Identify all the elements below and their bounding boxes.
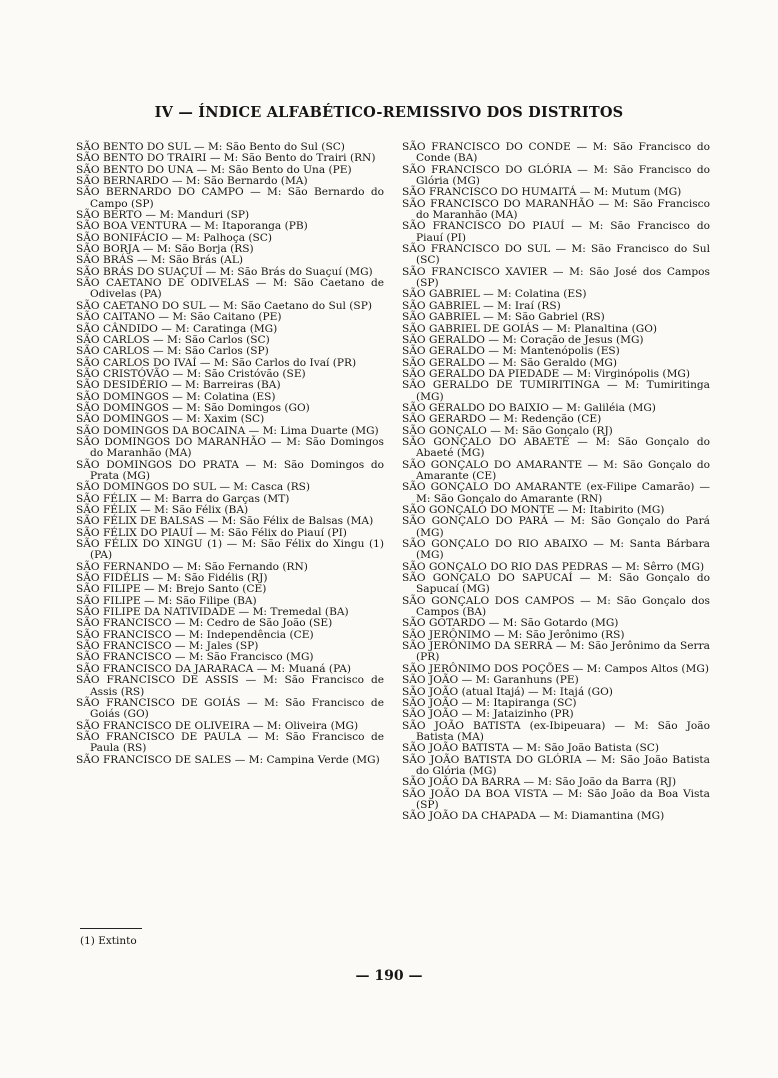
index-entry: SÃO JERÔNIMO DOS POÇÕES — M: Campos Altos (MG): [402, 662, 709, 675]
index-entry: SÃO GABRIEL — M: Colatina (ES): [402, 288, 587, 301]
index-entry: SÃO JOÃO BATISTA (ex-Ibipeuara) — M: São João Batista (MA): [402, 719, 710, 743]
index-entry: SÃO JOÃO BATISTA DO GLÓRIA — M: São João Batista do Glória (MG): [402, 753, 710, 777]
index-entry: SÃO BERNARDO DO CAMPO — M: São Bernardo do Campo (SP): [76, 186, 384, 210]
index-entry: SÃO JOÃO DA BOA VISTA — M: São João da Boa Vista (SP): [402, 787, 710, 811]
index-entry: SÃO FILIPE DA NATIVIDADE — M: Tremedal (BA): [76, 606, 349, 619]
right-column: [402, 142, 710, 823]
index-entry: SÃO DOMINGOS DO PRATA — M: São Domingos do Prata (MG): [76, 458, 384, 482]
index-entry: SÃO DOMINGOS DO SUL — M: Casca (RS): [76, 481, 311, 494]
index-entry: SÃO FRANCISCO — M: São Francisco (MG): [76, 651, 314, 664]
left-column: [76, 142, 384, 766]
index-entry: SÃO BRÁS DO SUAÇUÍ — M: São Brás do Suaçuí (MG): [76, 265, 373, 278]
index-entry: SÃO FRANCISCO DO SUL — M: São Francisco do Sul (SC): [402, 243, 710, 267]
page-header: IV — ÍNDICE ALFABÉTICO-REMISSIVO DOS DISTRITOS: [154, 104, 624, 121]
index-entry: SÃO FRANCISCO DE SALES — M: Campina Verde (MG): [76, 753, 380, 766]
index-entry: SÃO FRANCISCO — M: Cedro de São João (SE): [76, 617, 333, 630]
index-entry: SÃO DOMINGOS DO MARANHÃO — M: São Domingos do Maranhão (MA): [76, 435, 384, 460]
index-entry: SÃO FÉLIX DO PIAUÍ — M: São Félix do Piauí (PI): [76, 526, 347, 539]
index-entry: SÃO BORJA — M: São Borja (RS): [76, 243, 254, 256]
index-entry: SÃO FERNANDO — M: São Fernando (RN): [76, 560, 308, 573]
index-entry: SÃO FILIPE — M: São Filipe (BA): [76, 594, 257, 607]
index-entry: SÃO FRANCISCO DE ASSIS — M: São Francisco de Assis (RS): [76, 674, 384, 698]
index-entry: SÃO BENTO DO TRAIRI — M: São Bento do Trairi (RN): [76, 152, 376, 165]
index-entry: SÃO GERALDO DA PIEDADE — M: Virginópolis (MG): [402, 367, 691, 380]
index-entry: SÃO JOÃO — M: Garanhuns (PE): [402, 674, 579, 687]
index-entry: SÃO CAITANO — M: São Caitano (PE): [76, 311, 282, 324]
index-entry: SÃO FRANCISCO DA JARARACA — M: Muaná (PA): [76, 662, 352, 675]
index-entry: SÃO GERALDO — M: Coração de Jesus (MG): [402, 333, 644, 346]
index-entry: SÃO GABRIEL DE GOIÁS — M: Planaltina (GO): [402, 322, 658, 335]
index-entry: SÃO GERALDO — M: Mantenópolis (ES): [402, 345, 620, 358]
index-entry: SÃO GABRIEL — M: Iraí (RS): [402, 299, 561, 312]
index-entry: SÃO JOÃO BATISTA — M: São João Batista (SC): [402, 742, 659, 755]
index-entry: SÃO GONÇALO DO RIO ABAIXO — M: Santa Bárbara (MG): [402, 538, 710, 562]
index-entry: SÃO CARLOS DO IVAÍ — M: São Carlos do Ivaí (PR): [76, 356, 357, 369]
index-entry: SÃO FRANCISCO DE GOIÁS — M: São Francisco de Goiás (GO): [76, 696, 384, 721]
index-entry: SÃO BENTO DO UNA — M: São Bento do Una (PE): [76, 163, 352, 176]
index-entry: SÃO GERARDO — M: Redenção (CE): [402, 413, 602, 426]
index-entry: SÃO FRANCISCO DE PAULA — M: São Francisco de Paula (RS): [76, 730, 384, 755]
index-entry: SÃO FRANCISCO DO PIAUÍ — M: São Francisco do Piauí (PI): [402, 220, 710, 244]
footnote: (1) Extinto: [80, 935, 137, 947]
index-entry: SÃO JOÃO DA BARRA — M: São João da Barra (RJ): [402, 776, 677, 789]
index-entry: SÃO JERÔNIMO DA SERRA — M: São Jerônimo da Serra (PR): [402, 640, 710, 664]
index-entry: SÃO FRANCISCO DE OLIVEIRA — M: Oliveira (MG): [76, 719, 359, 732]
index-entry: SÃO GONÇALO DO SAPUCAÍ — M: São Gonçalo do Sapucaí (MG): [402, 572, 710, 596]
index-entry: SÃO DOMINGOS — M: Xaxim (SC): [76, 413, 265, 426]
index-entry: SÃO DOMINGOS DA BOCAINA — M: Lima Duarte (MG): [76, 424, 379, 437]
index-entry: SÃO JOÃO — M: Jataizinho (PR): [402, 708, 574, 721]
index-entry: SÃO JOÃO (atual Itajá) — M: Itajá (GO): [402, 685, 613, 698]
index-entry: SÃO DOMINGOS — M: São Domingos (GO): [76, 401, 310, 414]
index-entry: SÃO CARLOS — M: São Carlos (SC): [76, 333, 270, 346]
index-entry: SÃO GONÇALO DOS CAMPOS — M: São Gonçalo dos Campos (BA): [402, 594, 710, 619]
index-entry: SÃO FÉLIX — M: Barra do Garças (MT): [76, 492, 290, 505]
index-entry: SÃO BRÁS — M: São Brás (AL): [76, 254, 243, 267]
index-entry: SÃO CAETANO DO SUL — M: São Caetano do Sul (SP): [76, 299, 372, 312]
footnote-rule: [80, 928, 142, 929]
index-entry: SÃO CRISTÓVÃO — M: São Cristóvão (SE): [76, 367, 306, 380]
index-entry: SÃO GONÇALO DO AMARANTE — M: São Gonçalo do Amarante (CE): [402, 458, 710, 482]
index-entry: SÃO FRANCISCO — M: Independência (CE): [76, 628, 314, 641]
page-number: — 190 —: [355, 968, 423, 984]
index-entry: SÃO DESIDÉRIO — M: Barreiras (BA): [76, 379, 281, 392]
index-entry: SÃO GONÇALO DO PARÁ — M: São Gonçalo do Pará (MG): [402, 515, 710, 539]
index-entry: SÃO JOÃO — M: Itapiranga (SC): [402, 696, 577, 709]
index-entry: SÃO FÉLIX DO XINGU (1) — M: São Félix do Xingu (1) (PA): [76, 538, 384, 562]
index-entry: SÃO CARLOS — M: São Carlos (SP): [76, 345, 269, 358]
index-entry: SÃO GERALDO DO BAIXIO — M: Galiléia (MG): [402, 401, 656, 414]
index-entry: SÃO JERÔNIMO — M: São Jerônimo (RS): [402, 628, 625, 641]
index-entry: SÃO GABRIEL — M: São Gabriel (RS): [402, 311, 605, 324]
index-entry: SÃO CÂNDIDO — M: Caratinga (MG): [76, 322, 278, 335]
index-entry: SÃO FRANCISCO DO CONDE — M: São Francisco do Conde (BA): [402, 141, 710, 165]
index-entry: SÃO BOA VENTURA — M: Itaporanga (PB): [76, 220, 308, 233]
index-entry: SÃO CAETANO DE ODIVELAS — M: São Caetano de Odivelas (PA): [76, 277, 384, 301]
index-entry: SÃO GERALDO — M: São Geraldo (MG): [402, 356, 618, 369]
index-entry: SÃO FÉLIX — M: São Félix (BA): [76, 504, 249, 516]
index-entry: SÃO GONÇALO — M: São Gonçalo (RJ): [402, 424, 613, 437]
index-entry: SÃO FILIPE — M: Brejo Santo (CE): [76, 583, 267, 596]
index-entry: SÃO GONÇALO DO RIO DAS PEDRAS — M: Sêrro (MG): [402, 560, 705, 573]
index-entry: SÃO FÉLIX DE BALSAS — M: São Félix de Balsas (MA): [76, 515, 374, 528]
index-entry: SÃO FRANCISCO XAVIER — M: São José dos Campos (SP): [402, 265, 710, 290]
index-entry: SÃO DOMINGOS — M: Colatina (ES): [76, 390, 276, 403]
index-entry: SÃO GOTARDO — M: São Gotardo (MG): [402, 617, 619, 630]
index-entry: SÃO GONÇALO DO AMARANTE (ex-Filipe Camarão) — M: São Gonçalo do Amarante (RN): [402, 481, 710, 505]
index-entry: SÃO FRANCISCO DO MARANHÃO — M: São Francisco do Maranhão (MA): [402, 197, 710, 222]
index-entry: SÃO FRANCISCO DO HUMAITÁ — M: Mutum (MG): [402, 186, 682, 199]
index-entry: SÃO BENTO DO SUL — M: São Bento do Sul (SC): [76, 141, 345, 153]
index-entry: SÃO FRANCISCO DO GLÓRIA — M: São Francisco do Glória (MG): [402, 163, 710, 188]
index-entry: SÃO FRANCISCO — M: Jales (SP): [76, 640, 259, 653]
index-entry: SÃO BERNARDO — M: São Bernardo (MA): [76, 175, 308, 188]
index-entry: SÃO GONÇALO DO ABAETÉ — M: São Gonçalo do Abaeté (MG): [402, 435, 710, 460]
index-entry: SÃO GONÇALO DO MONTE — M: Itabirito (MG): [402, 504, 665, 516]
index-entry: SÃO FIDÉLIS — M: São Fidélis (RJ): [76, 572, 268, 585]
index-entry: SÃO BERTO — M: Manduri (SP): [76, 209, 250, 222]
index-entry: SÃO JOÃO DA CHAPADA — M: Diamantina (MG): [402, 810, 665, 823]
index-entry: SÃO BONIFÁCIO — M: Palhoça (SC): [76, 231, 273, 244]
index-entry: SÃO GERALDO DE TUMIRITINGA — M: Tumiritinga (MG): [402, 379, 710, 403]
